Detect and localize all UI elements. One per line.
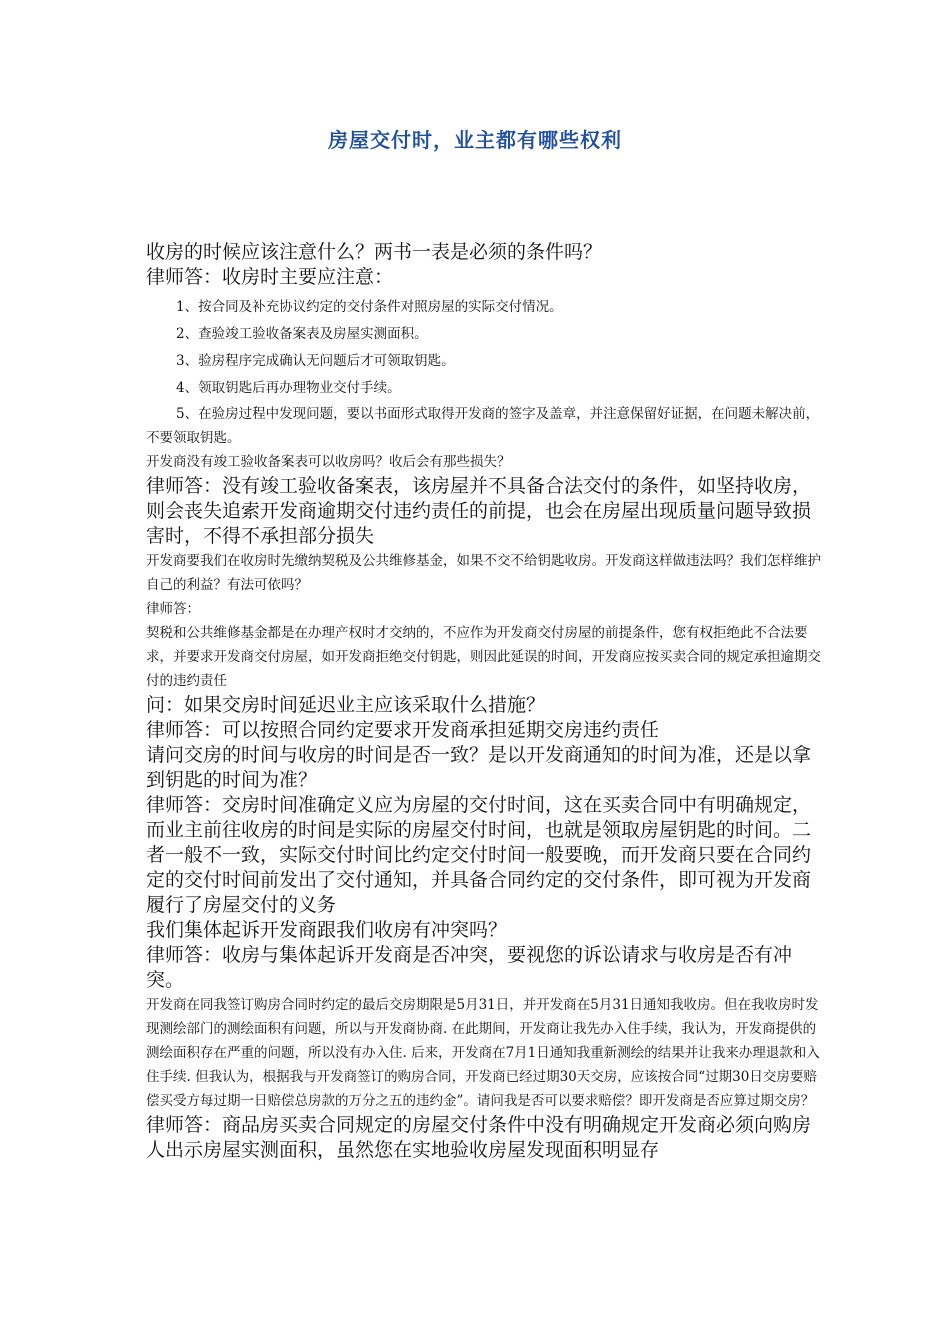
question-paragraph: 请问交房的时间与收房的时间是否一致？是以开发商通知的时间为准，还是以拿到钥匙的时间为准？ — [146, 744, 812, 791]
answer-paragraph: 律师答：交房时间准确定义应为房屋的交付时间，这在买卖合同中有明确规定，而业主前往收房的时间是实际的房屋交付时间，也就是领取房屋钥匙的时间。二者一般不一致，实际交付时间比约定交付时间一般要晚，而开发商只要在合同约定的交付时间前发出了交付通知，并具备合同约定的交付条件，即可视为开发商履行了房屋交付的义务 — [146, 794, 812, 916]
answer-paragraph: 律师答：可以按照合同约定要求开发商承担延期交房违约责任 — [146, 719, 660, 741]
question-paragraph: 收房的时候应该注意什么？两书一表是必须的条件吗？ — [146, 241, 603, 263]
list-item: 2、查验竣工验收备案表及房屋实测面积。 — [176, 326, 428, 342]
document-title: 房屋交付时，业主都有哪些权利 — [328, 128, 622, 152]
question-paragraph: 开发商在同我签订购房合同时约定的最后交房期限是5月31日，并开发商在5月31日通知我收房。但在我收房时发现测绘部门的测绘面积有问题，所以与开发商协商. 在此期间，开发商让我先办入住手续，我认为，开发商提供的测绘面积存在严重的问题，所以没有办入住. 后来，开发商在7月1日通知我重新测绘的结果并让我来办理退款和入住手续. 但我认为，根据我与开发商签订的购房合同，开发商已经过期30天交房，应该按合同“过期30日交房要赔偿买受方每过期一日赔偿总房款的万分之五的违约金”。请问我是否可以要求赔偿？即开发商是否应算过期交房？ — [146, 997, 820, 1109]
question-paragraph: 我们集体起诉开发商跟我们收房有冲突吗？ — [146, 919, 508, 941]
answer-label: 律师答： — [146, 601, 200, 617]
document-body — [146, 240, 822, 1163]
answer-paragraph: 契税和公共维修基金都是在办理产权时才交纳的，不应作为开发商交付房屋的前提条件，您有权拒绝此不合法要求，并要求开发商交付房屋，如开发商拒绝交付钥匙，则因此延误的时间，开发商应按买卖合同的规定承担逾期交付的违约责任 — [146, 625, 821, 689]
list-item: 4、领取钥匙后再办理物业交付手续。 — [176, 380, 401, 396]
list-item: 1、按合同及补充协议约定的交付条件对照房屋的实际交付情况。 — [176, 299, 563, 315]
question-paragraph: 问：如果交房时间延迟业主应该采取什么措施？ — [146, 694, 546, 716]
answer-paragraph: 律师答：收房时主要应注意： — [146, 266, 394, 288]
answer-paragraph: 律师答：商品房买卖合同规定的房屋交付条件中没有明确规定开发商必须向购房人出示房屋实测面积，虽然您在实地验收房屋发现面积明显存 — [146, 1114, 812, 1161]
list-item: 3、验房程序完成确认无问题后才可领取钥匙。 — [176, 353, 455, 369]
answer-paragraph: 律师答：收房与集体起诉开发商是否冲突，要视您的诉讼请求与收房是否有冲突。 — [146, 944, 793, 991]
question-paragraph: 开发商要我们在收房时先缴纳契税及公共维修基金，如果不交不给钥匙收房。开发商这样做违法吗？我们怎样维护自己的利益？有法可依吗？ — [146, 553, 821, 593]
question-paragraph: 开发商没有竣工验收备案表可以收房吗？收后会有那些损失？ — [146, 454, 511, 470]
list-item: 5、在验房过程中发现问题，要以书面形式取得开发商的签字及盖章，并注意保留好证据，在问题未解决前，不要领取钥匙。 — [146, 406, 820, 446]
answer-paragraph: 律师答：没有竣工验收备案表，该房屋并不具备合法交付的条件，如坚持收房，则会丧失追索开发商逾期交付违约责任的前提，也会在房屋出现质量问题导致损害时，不得不承担部分损失 — [146, 475, 812, 547]
